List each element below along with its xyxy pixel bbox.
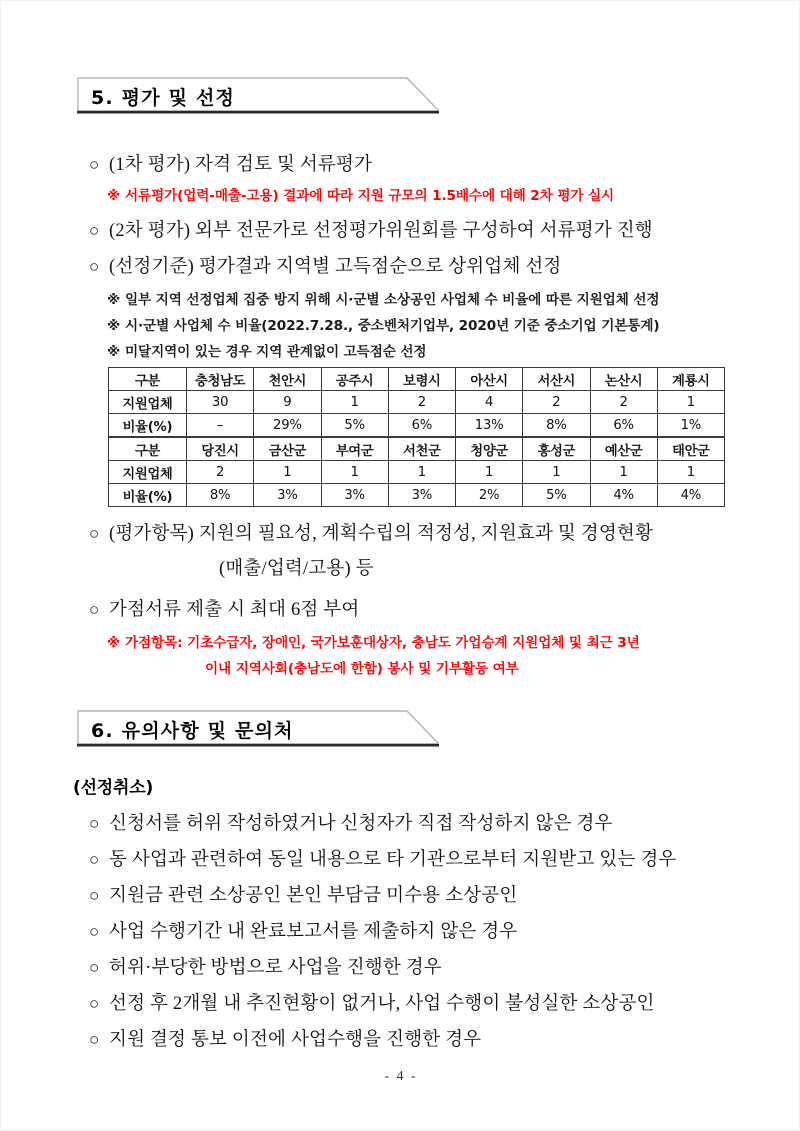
bullet-cancel-1 xyxy=(89,806,749,842)
table-cell: 2 xyxy=(523,391,590,414)
table-cell: 3% xyxy=(321,484,388,507)
table-cell: 30 xyxy=(187,391,254,414)
bullet-cancel-6 xyxy=(89,986,749,1022)
table-row-companies-1 xyxy=(109,391,725,414)
bullet-text: 사업 수행기간 내 완료보고서를 제출하지 않은 경우 xyxy=(109,922,518,942)
table-row-label: 비율(%) xyxy=(109,484,187,507)
table-cell: 1 xyxy=(657,461,724,484)
region-allocation-table xyxy=(108,367,725,507)
table-cell: 5% xyxy=(321,414,388,438)
table-row-companies-2 xyxy=(109,461,725,484)
bullet-second-evaluation xyxy=(89,213,749,249)
table-header-region: 홍성군 xyxy=(523,437,590,461)
table-cell: 13% xyxy=(456,414,523,438)
table-header-region: 서천군 xyxy=(388,437,455,461)
table-cell: 1 xyxy=(388,461,455,484)
bullet-cancel-5 xyxy=(89,950,749,986)
table-cell: 1 xyxy=(456,461,523,484)
table-cell: 1 xyxy=(523,461,590,484)
bullet-text: (평가항목) 지원의 필요성, 계획수립의 적정성, 지원효과 및 경영현황 xyxy=(109,524,654,544)
section-5-header xyxy=(77,77,439,117)
note-text: 가점항목: 기초수급자, 장애인, 국가보훈대상자, 충남도 가업승계 지원업체 및 최근 3년 xyxy=(125,635,640,651)
bullet-cancel-4 xyxy=(89,914,749,950)
table-cell: 8% xyxy=(187,484,254,507)
bullet-text: 선정 후 2개월 내 추진현황이 없거나, 사업 수행이 불성실한 소상공인 xyxy=(109,994,655,1014)
reference-mark-icon: ※ xyxy=(107,188,121,204)
table-row-header-1 xyxy=(109,368,725,391)
bullet-marker: ○ xyxy=(89,1030,100,1049)
table-header-region: 계룡시 xyxy=(657,368,724,391)
bullet-text: 허위·부당한 방법으로 사업을 진행한 경우 xyxy=(109,958,442,978)
section-6-body xyxy=(89,806,749,1058)
note-criteria-2 xyxy=(89,313,749,339)
bullet-text: (선정기준) 평가결과 지역별 고득점순으로 상위업체 선정 xyxy=(109,257,562,277)
bullet-cancel-7 xyxy=(89,1022,749,1058)
table-cell: 2 xyxy=(590,391,657,414)
note-text: 미달지역이 있는 경우 지역 관계없이 고득점순 선정 xyxy=(125,344,427,360)
reference-mark-icon: ※ xyxy=(107,318,121,334)
table-cell: 1 xyxy=(590,461,657,484)
bullet-marker: ○ xyxy=(89,814,100,833)
table-header-region: 보령시 xyxy=(388,368,455,391)
table-cell: 6% xyxy=(388,414,455,438)
bullet-evaluation-items-continuation: (매출/업력/고용) 등 xyxy=(219,559,374,579)
bullet-evaluation-items xyxy=(89,516,749,552)
table-cell: 3% xyxy=(388,484,455,507)
bullet-marker: ○ xyxy=(89,922,100,941)
reference-mark-icon: ※ xyxy=(107,344,121,360)
table-cell: – xyxy=(187,414,254,438)
section-5-body xyxy=(89,147,749,365)
bullet-first-evaluation xyxy=(89,147,749,183)
table-row-label: 지원업체 xyxy=(109,391,187,414)
bullet-marker: ○ xyxy=(89,850,100,869)
bullet-text: 신청서를 허위 작성하였거나 신청자가 직접 작성하지 않은 경우 xyxy=(109,814,613,834)
bullet-selection-criteria xyxy=(89,249,749,285)
table-cell: 4% xyxy=(590,484,657,507)
note-text: 시·군별 사업체 수 비율(2022.7.28., 중소벤처기업부, 2020년 기준 중소기업 기본통계) xyxy=(125,318,660,334)
table-cell: 1 xyxy=(321,391,388,414)
subsection-selection-cancellation-title: (선정취소) xyxy=(73,778,154,798)
table-row-header-2 xyxy=(109,437,725,461)
note-bonus-items-continuation: 이내 지역사회(충남도에 한함) 봉사 및 기부활동 여부 xyxy=(205,661,519,677)
bullet-text: (1차 평가) 자격 검토 및 서류평가 xyxy=(109,155,373,175)
table-cell: 29% xyxy=(254,414,321,438)
table-cell: 8% xyxy=(523,414,590,438)
table-header-region: 천안시 xyxy=(254,368,321,391)
table-cell: 2 xyxy=(388,391,455,414)
bullet-cancel-3 xyxy=(89,878,749,914)
table-cell: 1% xyxy=(657,414,724,438)
reference-mark-icon: ※ xyxy=(107,635,121,651)
table-header-region: 태안군 xyxy=(657,437,724,461)
bullet-text: (2차 평가) 외부 전문가로 선정평가위원회를 구성하여 서류평가 진행 xyxy=(109,221,653,241)
bullet-text: 가점서류 제출 시 최대 6점 부여 xyxy=(109,600,360,620)
table-cell: 4% xyxy=(657,484,724,507)
bullet-marker: ○ xyxy=(89,155,100,174)
table-header-region: 예산군 xyxy=(590,437,657,461)
bullet-marker: ○ xyxy=(89,600,100,619)
table-cell: 5% xyxy=(523,484,590,507)
note-text: 일부 지역 선정업체 집중 방지 위해 시·군별 소상공인 사업체 수 비율에 따른 지원업체 선정 xyxy=(125,292,660,308)
reference-mark-icon: ※ xyxy=(107,292,121,308)
page-number: - 4 - xyxy=(384,1069,418,1084)
bullet-bonus-documents xyxy=(89,592,749,628)
table-header-region: 부여군 xyxy=(321,437,388,461)
bullet-marker: ○ xyxy=(89,257,100,276)
table-header-region: 아산시 xyxy=(456,368,523,391)
table-cell: 4 xyxy=(456,391,523,414)
note-first-evaluation xyxy=(89,183,749,209)
bullet-marker: ○ xyxy=(89,994,100,1013)
bullet-marker: ○ xyxy=(89,524,100,543)
note-bonus-items xyxy=(89,630,749,656)
table-row-ratio-2 xyxy=(109,484,725,507)
section-5-title: 5. 평가 및 선정 xyxy=(91,87,236,109)
table-header-region: 청양군 xyxy=(456,437,523,461)
table-header-region: 논산시 xyxy=(590,368,657,391)
table-cell: 1 xyxy=(321,461,388,484)
table-cell: 1 xyxy=(254,461,321,484)
table-cell: 3% xyxy=(254,484,321,507)
note-criteria-1 xyxy=(89,287,749,313)
table-cell: 9 xyxy=(254,391,321,414)
table-cell: 2 xyxy=(187,461,254,484)
table-header-label: 구분 xyxy=(109,368,187,391)
section-6-header xyxy=(77,710,439,750)
table-header-region: 금산군 xyxy=(254,437,321,461)
bullet-text: 지원 결정 통보 이전에 사업수행을 진행한 경우 xyxy=(109,1030,482,1050)
table-header-label: 구분 xyxy=(109,437,187,461)
table-header-region: 서산시 xyxy=(523,368,590,391)
section-6-title: 6. 유의사항 및 문의처 xyxy=(91,720,294,742)
table-cell: 6% xyxy=(590,414,657,438)
table-header-region: 충청남도 xyxy=(187,368,254,391)
bullet-marker: ○ xyxy=(89,221,100,240)
table-header-region: 공주시 xyxy=(321,368,388,391)
table-cell: 2% xyxy=(456,484,523,507)
note-criteria-3 xyxy=(89,339,749,365)
bullet-marker: ○ xyxy=(89,886,100,905)
table-header-region: 당진시 xyxy=(187,437,254,461)
table-row-ratio-1 xyxy=(109,414,725,438)
bullet-text: 동 사업과 관련하여 동일 내용으로 타 기관으로부터 지원받고 있는 경우 xyxy=(109,850,677,870)
bullet-marker: ○ xyxy=(89,958,100,977)
bullet-cancel-2 xyxy=(89,842,749,878)
table-cell: 1 xyxy=(657,391,724,414)
table-row-label: 지원업체 xyxy=(109,461,187,484)
table-row-label: 비율(%) xyxy=(109,414,187,438)
note-text: 서류평가(업력-매출-고용) 결과에 따라 지원 규모의 1.5배수에 대해 2차 평가 실시 xyxy=(125,188,615,204)
section-5-body-after-table xyxy=(89,516,749,682)
bullet-text: 지원금 관련 소상공인 본인 부담금 미수용 소상공인 xyxy=(109,886,518,906)
